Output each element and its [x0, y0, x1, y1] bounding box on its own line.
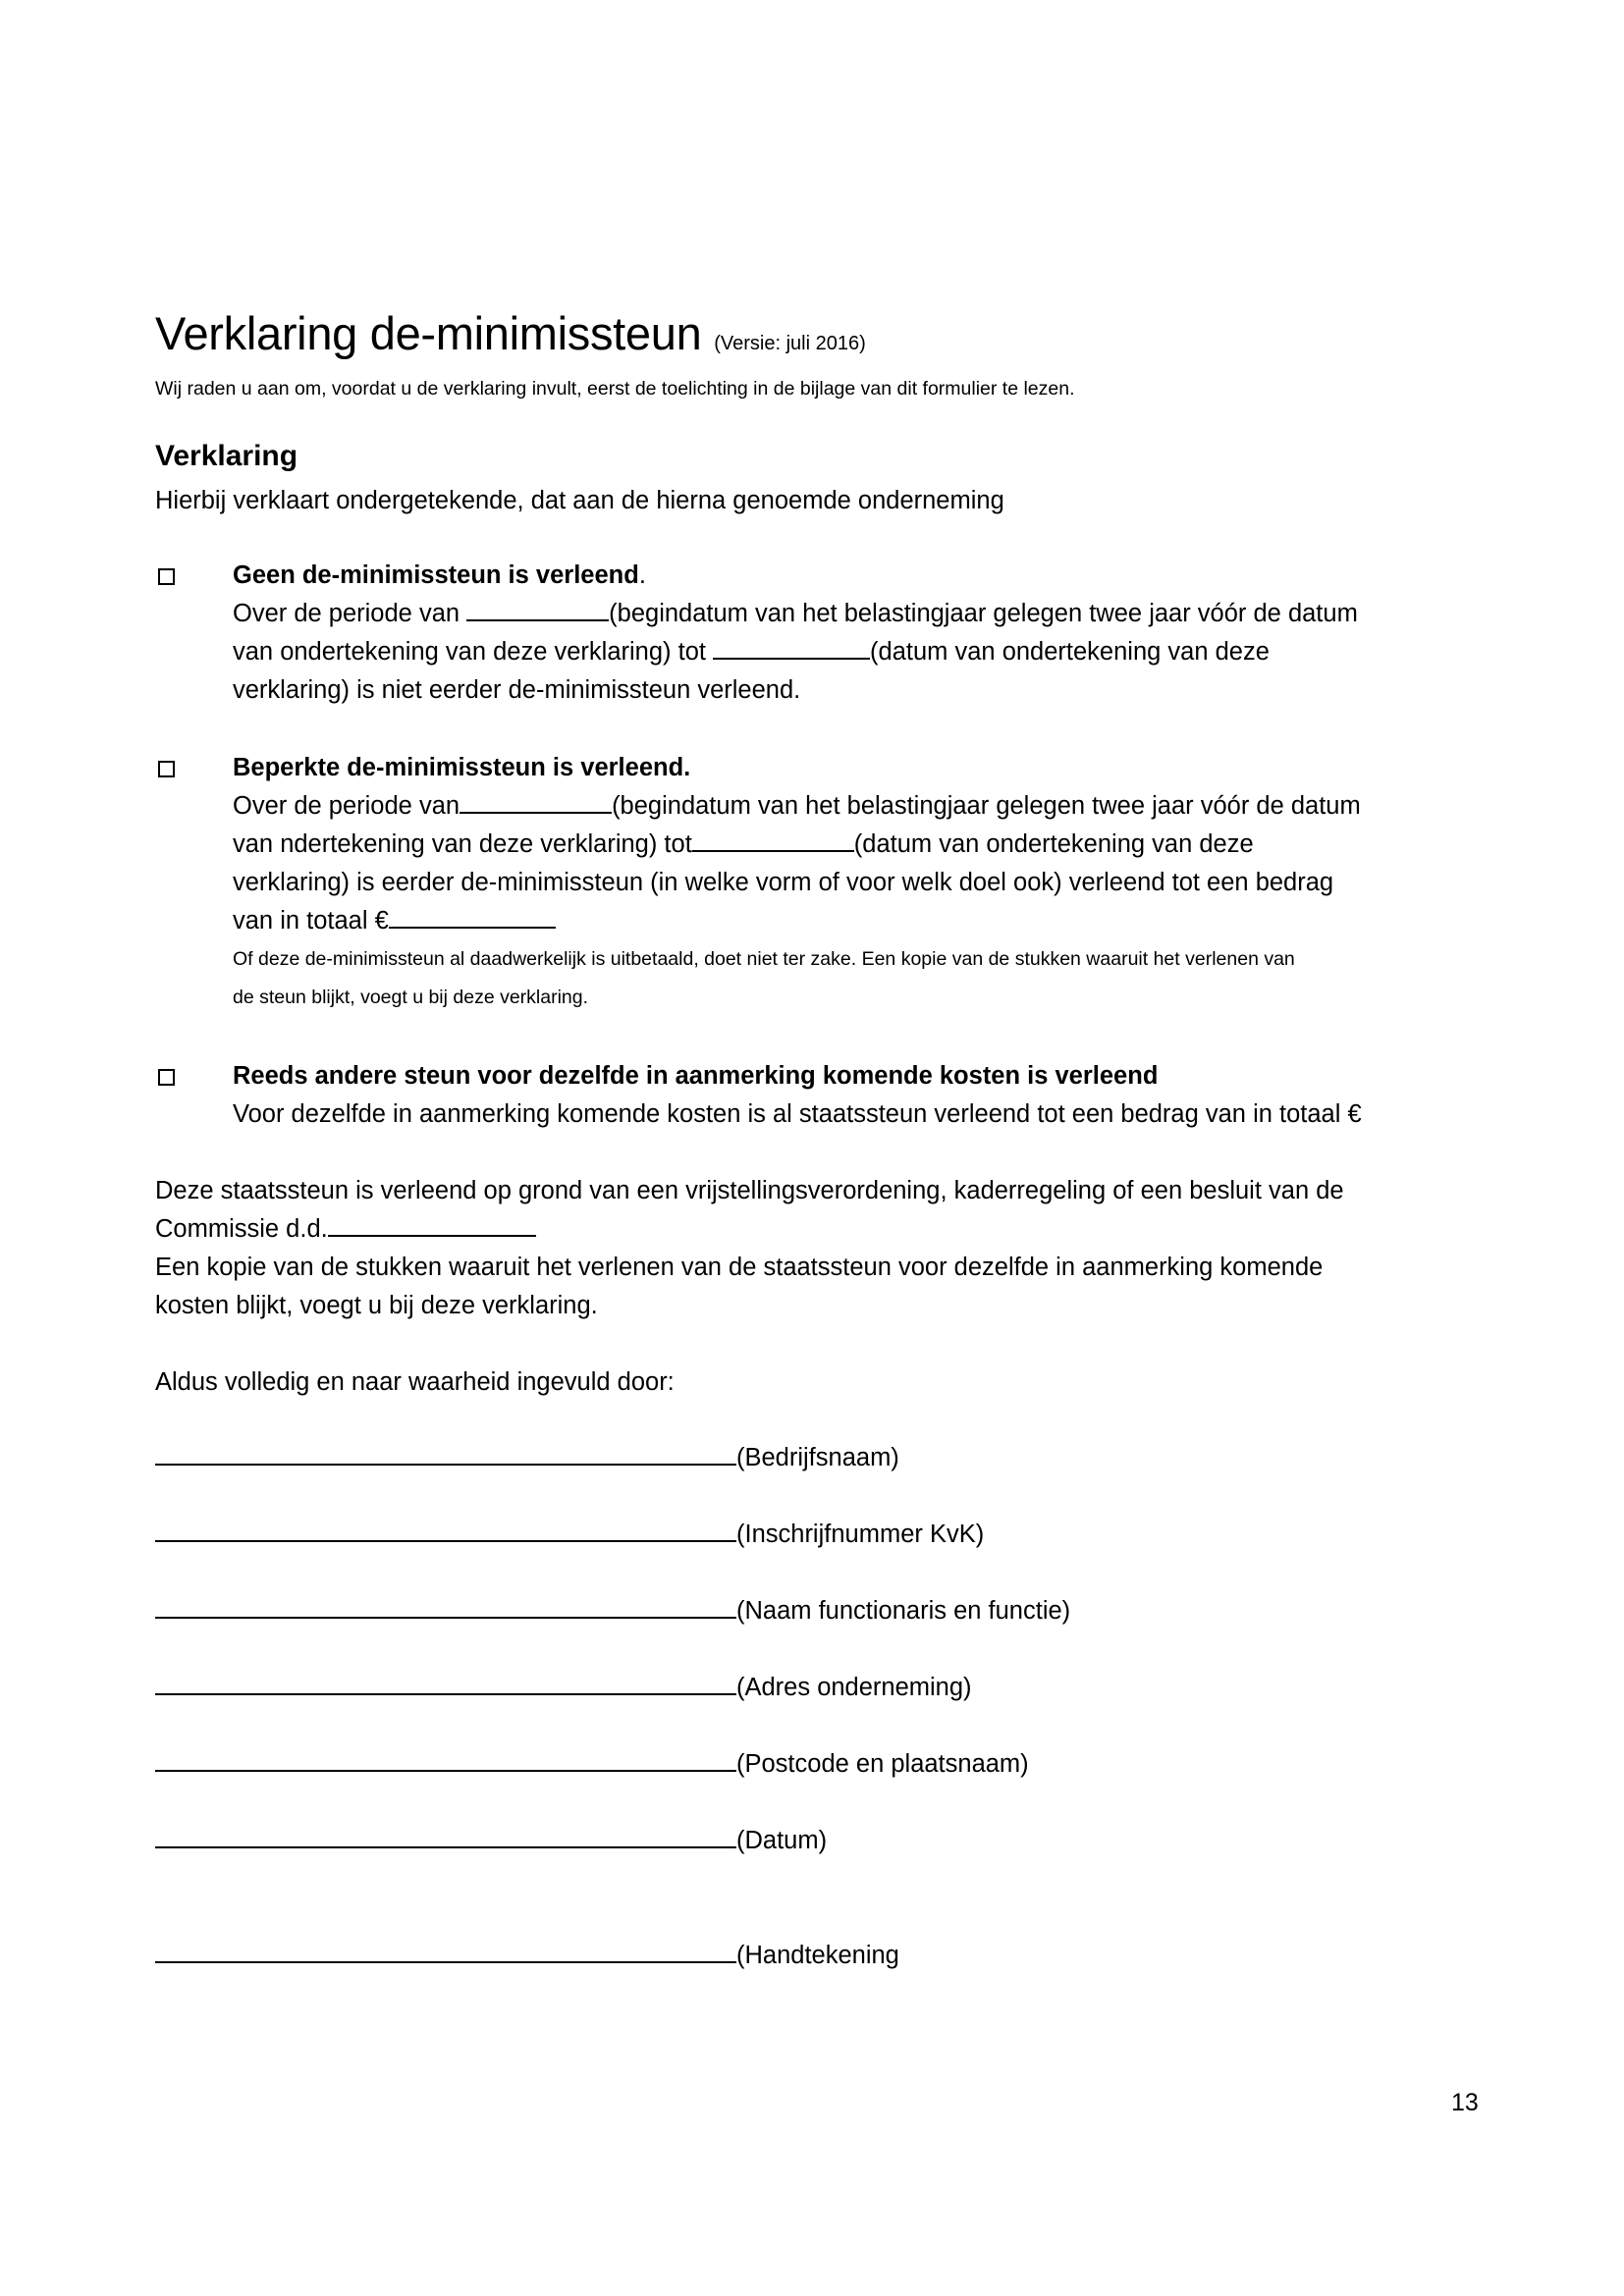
option-beperkt-text: van in totaal €: [233, 907, 389, 934]
option-beperkt-text: van ndertekening van deze verklaring) tot: [233, 830, 692, 858]
option-geen-text: (begindatum van het belastingjaar gelegen twee jaar vóór de datum: [609, 600, 1358, 627]
option-beperkt-heading: Beperkte de-minimissteun is verleend.: [233, 754, 691, 781]
field-label: (Naam functionaris en functie): [736, 1597, 1071, 1625]
option-reeds-checkbox[interactable]: [158, 1069, 175, 1086]
option-beperkt-note: de steun blijkt, voegt u bij deze verklaring.: [233, 987, 589, 1008]
followup-text: Deze staatssteun is verleend op grond van een vrijstellingsverordening, kaderregeling of een besluit van de: [155, 1177, 1344, 1204]
option-beperkt-note: Of deze de-minimissteun al daadwerkelijk is uitbetaald, doet niet ter zake. Een kopie van de stukken waaruit het verlenen van: [233, 948, 1295, 970]
followup-paragraph: [155, 1172, 1344, 1325]
followup-text: Een kopie van de stukken waaruit het verlenen van de staatssteun voor dezelfde in aanmerking komende: [155, 1254, 1324, 1281]
start-date-field[interactable]: [466, 598, 609, 621]
field-kvk: [155, 1517, 984, 1549]
start-date-field[interactable]: [460, 790, 612, 814]
amount-field[interactable]: [389, 905, 556, 929]
title-text: Verklaring de-minimissteun: [155, 307, 702, 359]
sign-date-field[interactable]: [692, 828, 854, 852]
option-reeds-heading: Reeds andere steun voor dezelfde in aanmerking komende kosten is verleend: [233, 1062, 1159, 1090]
field-label: (Bedrijfsnaam): [736, 1444, 899, 1471]
sign-date-field[interactable]: [713, 636, 870, 660]
commission-date-field[interactable]: [328, 1213, 536, 1237]
kvk-input[interactable]: [155, 1517, 736, 1542]
section-lead: Hierbij verklaart ondergetekende, dat aan de hierna genoemde onderneming: [155, 487, 1004, 514]
field-label: (Postcode en plaatsnaam): [736, 1750, 1029, 1778]
option-beperkt: [233, 749, 1509, 1017]
option-beperkt-checkbox[interactable]: [158, 761, 175, 777]
option-geen-text: (datum van ondertekening van deze: [870, 638, 1270, 666]
version-label: (Versie: juli 2016): [714, 333, 866, 354]
option-geen-heading-suffix: .: [638, 561, 646, 589]
intro-text: Wij raden u aan om, voordat u de verklaring invult, eerst de toelichting in de bijlage van dit formulier te lezen.: [155, 378, 1075, 400]
postcode-input[interactable]: [155, 1746, 736, 1772]
adres-input[interactable]: [155, 1670, 736, 1695]
field-postcode: [155, 1746, 1029, 1779]
field-label: (Adres onderneming): [736, 1674, 972, 1701]
option-beperkt-text: Over de periode van: [233, 792, 460, 820]
page-title: [155, 306, 866, 360]
functionaris-input[interactable]: [155, 1593, 736, 1619]
field-bedrijfsnaam: [155, 1440, 899, 1472]
option-beperkt-text: verklaring) is eerder de-minimissteun (in welke vorm of voor welk doel ook) verleend tot een bedrag: [233, 869, 1334, 896]
field-handtekening: [155, 1938, 899, 1970]
option-reeds: [233, 1057, 1509, 1134]
followup-text: kosten blijkt, voegt u bij deze verklaring.: [155, 1292, 598, 1319]
followup-text: Commissie d.d.: [155, 1215, 328, 1243]
field-datum: [155, 1823, 827, 1855]
handtekening-input[interactable]: [155, 1938, 736, 1963]
option-beperkt-text: (datum van ondertekening van deze: [853, 830, 1254, 858]
bedrijfsnaam-input[interactable]: [155, 1440, 736, 1466]
option-geen-heading: Geen de-minimissteun is verleend: [233, 561, 639, 589]
page-number: 13: [1451, 2089, 1479, 2116]
option-geen-text: van ondertekening van deze verklaring) tot: [233, 638, 714, 666]
signature-intro: Aldus volledig en naar waarheid ingevuld door:: [155, 1368, 675, 1396]
field-adres: [155, 1670, 972, 1702]
field-label: (Handtekening: [736, 1942, 899, 1969]
option-geen: [233, 557, 1509, 710]
section-heading: Verklaring: [155, 440, 298, 472]
field-label: (Datum): [736, 1827, 828, 1854]
field-functionaris: [155, 1593, 1070, 1626]
field-label: (Inschrijfnummer KvK): [736, 1521, 985, 1548]
option-reeds-text: Voor dezelfde in aanmerking komende kosten is al staatssteun verleend tot een bedrag van in totaal €: [233, 1100, 1362, 1128]
option-geen-checkbox[interactable]: [158, 568, 175, 585]
option-geen-text: Over de periode van: [233, 600, 467, 627]
option-geen-text: verklaring) is niet eerder de-minimissteun verleend.: [233, 676, 801, 704]
datum-input[interactable]: [155, 1823, 736, 1848]
option-beperkt-text: (begindatum van het belastingjaar gelegen twee jaar vóór de datum: [612, 792, 1361, 820]
